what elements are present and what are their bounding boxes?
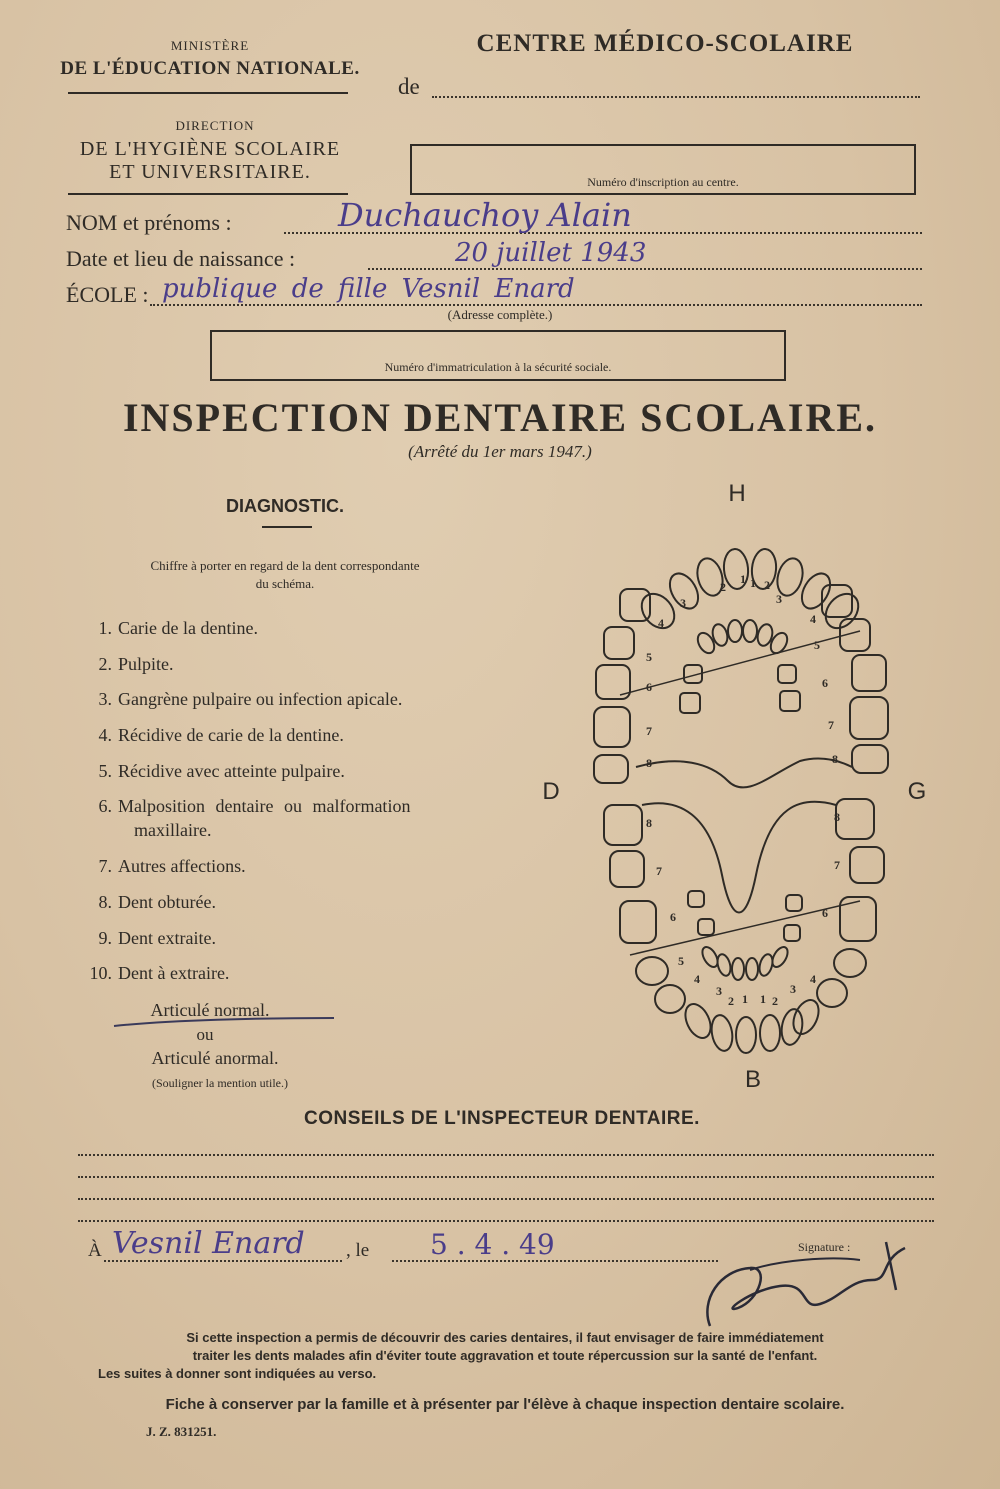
a-label: À [88, 1240, 102, 1261]
item-number: 1. [98, 618, 112, 638]
tooth-number: 5 [646, 650, 652, 664]
lower-tooth[interactable] [836, 799, 874, 839]
diagnostic-heading: DIAGNOSTIC. [225, 496, 344, 516]
tooth-number: 3 [716, 984, 722, 998]
articule-normal[interactable]: Articulé normal. [150, 1000, 270, 1020]
item-number: 9. [98, 928, 112, 948]
tooth-number: 4 [658, 616, 664, 630]
lower-tooth[interactable] [636, 957, 668, 985]
upper-milk-tooth[interactable] [680, 693, 700, 713]
main-title: INSPECTION DENTAIRE SCOLAIRE. [122, 395, 878, 440]
upper-tooth[interactable] [852, 655, 886, 691]
tooth-number: 8 [834, 810, 840, 824]
conseils-line[interactable] [78, 1198, 934, 1200]
tooth-number: 1 [760, 992, 766, 1006]
ou-label: ou [196, 1025, 214, 1044]
diagnostic-item [80, 725, 344, 746]
tooth-number: 3 [776, 592, 782, 606]
item-text: Gangrène pulpaire ou infection apicale. [118, 689, 403, 709]
school-label: ÉCOLE : [66, 282, 149, 307]
item-text: Dent obturée. [118, 892, 216, 912]
lower-milk-tooth[interactable] [698, 919, 714, 935]
tooth-number: 6 [670, 910, 676, 924]
lower-milk-tooth[interactable] [715, 953, 732, 977]
conserve-notice: Fiche à conserver par la famille et à présenter par l'élève à chaque inspection dentaire scolaire. [165, 1396, 845, 1413]
diagnostic-item [80, 618, 258, 639]
upper-tooth[interactable] [819, 587, 865, 634]
item-text: Dent extraite. [118, 928, 216, 948]
upper-milk-tooth[interactable] [743, 620, 757, 642]
lower-tooth[interactable] [760, 1015, 780, 1051]
header-rule [68, 92, 348, 94]
tooth-number: 3 [680, 596, 686, 610]
centre-de-label: de [398, 74, 420, 99]
lower-tooth[interactable] [680, 1000, 715, 1042]
ministry-line2: DE L'ÉDUCATION NATIONALE. [60, 58, 360, 79]
name-label: NOM et prénoms : [66, 210, 232, 235]
direction-line1: DE L'HYGIÈNE SCOLAIRE [79, 138, 341, 160]
tooth-number: 5 [814, 638, 820, 652]
item-text: Pulpite. [118, 654, 174, 674]
item-number: 5. [98, 761, 112, 781]
signature-label: Signature : [798, 1240, 851, 1254]
item-text: Dent à extraire. [118, 963, 230, 983]
diagnostic-item [80, 928, 216, 949]
lower-tooth[interactable] [840, 897, 876, 941]
lower-milk-tooth[interactable] [769, 944, 790, 969]
tooth-number: 1 [742, 992, 748, 1006]
lower-tooth[interactable] [610, 851, 644, 887]
upper-milk-tooth[interactable] [728, 620, 742, 642]
inscription-caption: Numéro d'inscription au centre. [587, 175, 739, 189]
upper-milk-tooth[interactable] [780, 691, 800, 711]
souligner-note: (Souligner la mention utile.) [152, 1076, 288, 1090]
item-number: 2. [98, 654, 112, 674]
tooth-number: 7 [828, 718, 834, 732]
signature-scribble [690, 1230, 940, 1340]
schema-right-label: G [907, 778, 927, 805]
diagnostic-item [80, 856, 246, 877]
tooth-number: 5 [678, 954, 684, 968]
tooth-number: 4 [694, 972, 700, 986]
lower-tooth[interactable] [817, 979, 847, 1007]
upper-milk-tooth[interactable] [778, 665, 796, 683]
dental-chart [560, 505, 920, 1065]
date-value[interactable]: 5 . 4 . 49 [430, 1228, 555, 1261]
diagnostic-item [80, 892, 216, 913]
schema-top-label: H [728, 480, 746, 507]
tooth-number: 1 [740, 572, 746, 586]
diagnostic-item [80, 654, 174, 675]
item-text: Récidive avec atteinte pulpaire. [118, 761, 345, 781]
item-number: 8. [98, 892, 112, 912]
item-number: 6. [98, 796, 112, 816]
tooth-number: 6 [822, 676, 828, 690]
item-text: Carie de la dentine. [118, 618, 258, 638]
item-text: Autres affections. [118, 856, 246, 876]
instruction-line1: Chiffre à porter en regard de la dent correspondante [150, 558, 420, 573]
tooth-number: 2 [764, 578, 770, 592]
item-text: Récidive de carie de la dentine. [118, 725, 344, 745]
tooth-number: 8 [646, 756, 652, 770]
tooth-number: 2 [720, 580, 726, 594]
tooth-number: 7 [834, 858, 840, 872]
social-caption: Numéro d'immatriculation à la sécurité sociale. [384, 360, 612, 374]
tooth-number: 8 [646, 816, 652, 830]
lower-milk-tooth[interactable] [688, 891, 704, 907]
lower-tooth[interactable] [834, 949, 866, 977]
conseils-line[interactable] [78, 1176, 934, 1178]
tooth-number: 7 [646, 724, 652, 738]
item-number: 3. [98, 689, 112, 709]
tooth-number: 4 [810, 612, 816, 626]
birth-label: Date et lieu de naissance : [66, 246, 296, 271]
tooth-number: 4 [810, 972, 816, 986]
birth-value[interactable]: 20 juillet 1943 [455, 238, 647, 268]
notice-line3: Les suites à donner sont indiquées au verso. [98, 1366, 377, 1381]
upper-tooth[interactable] [594, 755, 628, 783]
main-subtitle: (Arrêté du 1er mars 1947.) [408, 442, 592, 461]
reference-code: J. Z. 831251. [146, 1424, 217, 1439]
articule-anormal[interactable]: Articulé anormal. [151, 1048, 279, 1068]
diagnostic-item [96, 820, 211, 841]
lower-tooth[interactable] [604, 805, 642, 845]
upper-tooth[interactable] [850, 697, 888, 739]
lower-milk-tooth[interactable] [784, 925, 800, 941]
centre-title: CENTRE MÉDICO-SCOLAIRE [476, 30, 854, 57]
tongue-outline [642, 802, 836, 913]
item-number: 4. [98, 725, 112, 745]
item-text: maxillaire. [134, 820, 212, 840]
palate-line [636, 759, 852, 788]
item-text: Malposition dentaire ou malformation [118, 796, 411, 816]
conseils-line[interactable] [78, 1220, 934, 1222]
birth-field-line [368, 268, 922, 270]
tooth-number: 2 [772, 994, 778, 1008]
schema-left-label: D [542, 778, 560, 805]
diagnostic-item [80, 963, 229, 984]
lower-tooth[interactable] [620, 901, 656, 943]
conseils-heading: CONSEILS DE L'INSPECTEUR DENTAIRE. [304, 1108, 700, 1129]
diagnostic-item [80, 796, 410, 817]
lower-tooth[interactable] [788, 996, 823, 1038]
tooth-number: 7 [656, 864, 662, 878]
tooth-number: 6 [646, 680, 652, 694]
direction-label: DIRECTION [175, 118, 255, 133]
school-value[interactable]: publique de fille Vesnil Enard [162, 274, 575, 304]
centre-field[interactable] [432, 96, 920, 98]
header-rule-2 [68, 193, 348, 195]
lower-tooth[interactable] [655, 985, 685, 1013]
lower-tooth[interactable] [736, 1017, 756, 1053]
item-number: 10. [89, 963, 112, 983]
upper-milk-tooth[interactable] [694, 630, 717, 656]
notice-line2: traiter les dents malades afin d'éviter toute aggravation et toute répercussion sur la santé de l'enfant. [192, 1348, 818, 1363]
lower-milk-tooth[interactable] [746, 958, 758, 980]
item-number: 7. [98, 856, 112, 876]
upper-tooth[interactable] [852, 745, 888, 773]
conseils-line[interactable] [78, 1154, 934, 1156]
ministry-line1: MINISTÈRE [170, 38, 250, 53]
lower-tooth[interactable] [850, 847, 884, 883]
lower-tooth[interactable] [779, 1008, 805, 1047]
school-field-line [150, 304, 922, 306]
diagnostic-item [80, 689, 402, 710]
tooth-number: 3 [790, 982, 796, 996]
diagnostic-rule [262, 526, 312, 528]
school-caption: (Adresse complète.) [447, 307, 553, 322]
instruction-line2: du schéma. [255, 576, 315, 591]
tooth-number: 8 [832, 752, 838, 766]
upper-tooth[interactable] [594, 707, 630, 747]
upper-tooth[interactable] [604, 627, 634, 659]
place-value[interactable]: Vesnil Enard [112, 1226, 305, 1261]
lower-milk-tooth[interactable] [786, 895, 802, 911]
lower-milk-tooth[interactable] [732, 958, 744, 980]
tooth-number: 1 [750, 576, 756, 590]
tooth-number: 2 [728, 994, 734, 1008]
name-value[interactable]: Duchauchoy Alain [338, 196, 632, 234]
schema-bottom-label: B [744, 1066, 761, 1093]
diagnostic-item [80, 761, 345, 782]
notice-line1: Si cette inspection a permis de découvrir des caries dentaires, il faut envisager de faire immédiatement [186, 1330, 824, 1345]
tooth-number: 6 [822, 906, 828, 920]
lower-tooth[interactable] [709, 1014, 735, 1053]
direction-line2: ET UNIVERSITAIRE. [109, 161, 311, 183]
le-label: , le [346, 1240, 370, 1261]
